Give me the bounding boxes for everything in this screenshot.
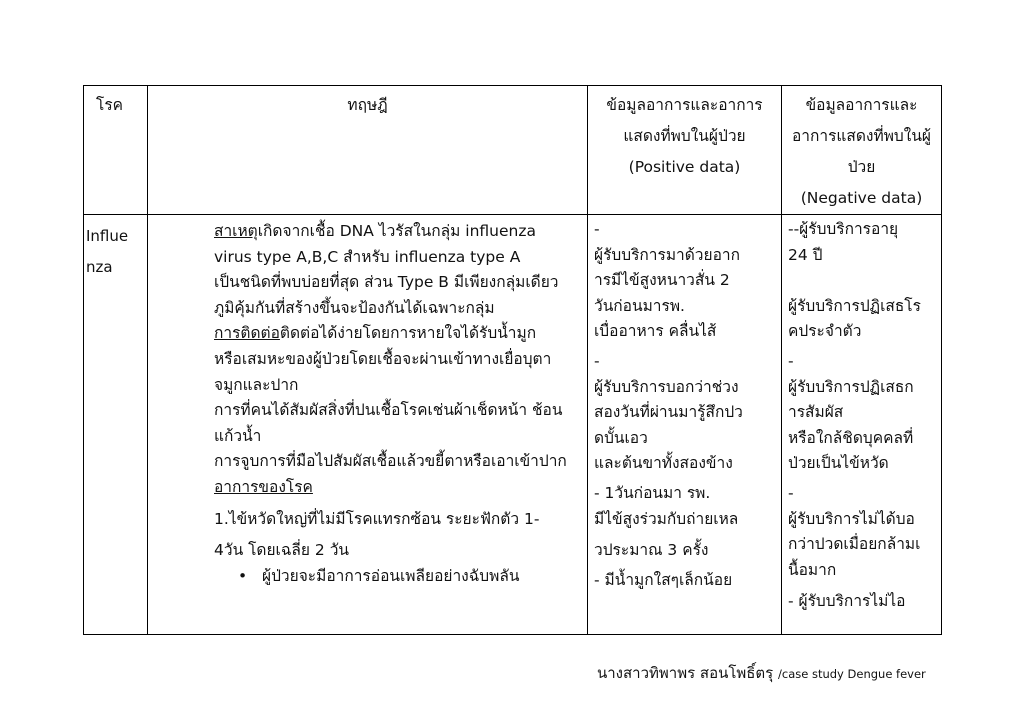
header-disease: โรค bbox=[84, 86, 148, 215]
disease-cell bbox=[84, 215, 148, 635]
header-negative-sub: (Negative data) bbox=[800, 189, 923, 207]
positive-line: มีไข้สูงร่วมกับถ่ายเหล bbox=[594, 509, 739, 528]
positive-line: วันก่อนมารพ. bbox=[594, 296, 685, 315]
negative-data-cell bbox=[782, 215, 942, 635]
theory-text: จมูกและปาก bbox=[214, 375, 299, 394]
negative-line: นื้อมาก bbox=[788, 560, 837, 579]
theory-text: ติดต่อได้ง่ายโดยการหายใจได้รับน้ำมูก bbox=[279, 324, 537, 343]
negative-line: กว่าปวดเมื่อยกล้ามเ bbox=[788, 535, 921, 554]
header-negative bbox=[782, 86, 942, 215]
case-study-table bbox=[83, 85, 942, 635]
bullet-text: ผู้ป่วยจะมีอาการอ่อนเพลียอย่างฉับพลัน bbox=[262, 566, 520, 585]
positive-line: ารมีไข้สูงหนาวสั่น 2 bbox=[594, 271, 730, 290]
theory-text: เป็นชนิดที่พบบ่อยที่สุด ส่วน Type B มีเพียงกลุ่มเดียว bbox=[214, 273, 559, 292]
negative-line: ารสัมผัส bbox=[788, 403, 844, 422]
footer-note: /case study Dengue fever bbox=[778, 667, 926, 681]
disease-name-line: Influe bbox=[86, 227, 129, 245]
negative-line: ผู้รับบริการไม่ได้บอ bbox=[788, 509, 915, 528]
positive-line: วประมาณ 3 ครั้ง bbox=[594, 541, 709, 560]
positive-line: ผู้รับบริการมาด้วยอาก bbox=[594, 245, 740, 264]
author-name: นางสาวทิพาพร สอนโพธิ์ตรุ bbox=[597, 664, 778, 682]
header-positive-sub: (Positive data) bbox=[628, 158, 741, 176]
table-row bbox=[84, 215, 942, 635]
negative-line: - ผู้รับบริการไม่ไอ bbox=[788, 592, 906, 611]
header-positive-title: ข้อมูลอาการและอาการแสดงที่พบในผู้ป่วย bbox=[606, 96, 763, 145]
negative-line: คประจำตัว bbox=[788, 322, 862, 341]
positive-line: และต้นขาทั้งสองข้าง bbox=[594, 454, 733, 473]
positive-line: สองวันที่ผ่านมารู้สึกปว bbox=[594, 403, 743, 422]
theory-cell bbox=[148, 215, 588, 635]
positive-line: ผู้รับบริการบอกว่าช่วง bbox=[594, 377, 739, 396]
theory-text: หรือเสมหะของผู้ป่วยโดยเชื้อจะผ่านเข้าทางเยื่อบุตา bbox=[214, 349, 552, 368]
positive-line: - มีน้ำมูกใสๆเล็กน้อย bbox=[594, 570, 733, 589]
negative-line bbox=[788, 268, 937, 294]
bullet-item bbox=[214, 564, 581, 590]
theory-text: 1.ไข้หวัดใหญ่ที่ไม่มีโรคแทรกซ้อน ระยะฟักตัว 1- bbox=[214, 509, 540, 528]
theory-text: เกิดจากเชื้อ DNA ไวรัสในกลุ่ม influenza bbox=[257, 222, 536, 240]
header-row bbox=[84, 86, 942, 215]
theory-text: แก้วน้ำ bbox=[214, 426, 262, 445]
negative-line: ป่วยเป็นไข้หวัด bbox=[788, 454, 889, 473]
negative-line: - bbox=[788, 483, 794, 502]
header-negative-title: ข้อมูลอาการและอาการแสดงที่พบในผู้ป่วย bbox=[791, 96, 932, 176]
positive-data-cell bbox=[588, 215, 782, 635]
bullet-icon: • bbox=[238, 566, 248, 585]
disease-name-line: nza bbox=[86, 258, 113, 276]
negative-line: - bbox=[788, 351, 794, 370]
theory-text: ภูมิคุ้มกันที่สร้างขึ้นจะป้องกันได้เฉพาะกลุ่ม bbox=[214, 298, 495, 317]
negative-line: ผู้รับบริการปฏิเสธโร bbox=[788, 296, 921, 315]
header-theory: ทฤษฎี bbox=[148, 86, 588, 215]
transmission-heading: การติดต่อ bbox=[214, 324, 280, 343]
symptom-heading: อาการของโรค bbox=[214, 477, 313, 496]
cause-heading: สาเหตุ bbox=[214, 222, 258, 240]
theory-text: virus type A,B,C สำหรับ influenza type A bbox=[214, 247, 521, 266]
page-footer bbox=[597, 661, 926, 685]
positive-line: - bbox=[594, 220, 600, 238]
negative-line: 24 ปี bbox=[788, 245, 823, 264]
theory-text: การที่คนได้สัมผัสสิ่งที่ปนเชื้อโรคเช่นผ้าเช็ดหน้า ช้อน bbox=[214, 401, 563, 420]
header-positive bbox=[588, 86, 782, 215]
positive-line: - 1วันก่อนมา รพ. bbox=[594, 483, 711, 502]
negative-line: ผู้รับบริการปฏิเสธก bbox=[788, 377, 914, 396]
positive-line: - bbox=[594, 351, 600, 370]
positive-line: เบื่ออาหาร คลื่นไส้ bbox=[594, 322, 717, 341]
negative-line: --ผู้รับบริการอายุ bbox=[788, 220, 899, 238]
positive-line: ดบั้นเอว bbox=[594, 428, 648, 447]
negative-line: หรือใกล้ชิดบุคคลที่ bbox=[788, 428, 914, 447]
theory-text: 4วัน โดยเฉลี่ย 2 วัน bbox=[214, 541, 350, 560]
theory-text: การจูบการที่มือไปสัมผัสเชื้อแล้วขยี้ตาหรือเอาเข้าปาก bbox=[214, 452, 567, 471]
